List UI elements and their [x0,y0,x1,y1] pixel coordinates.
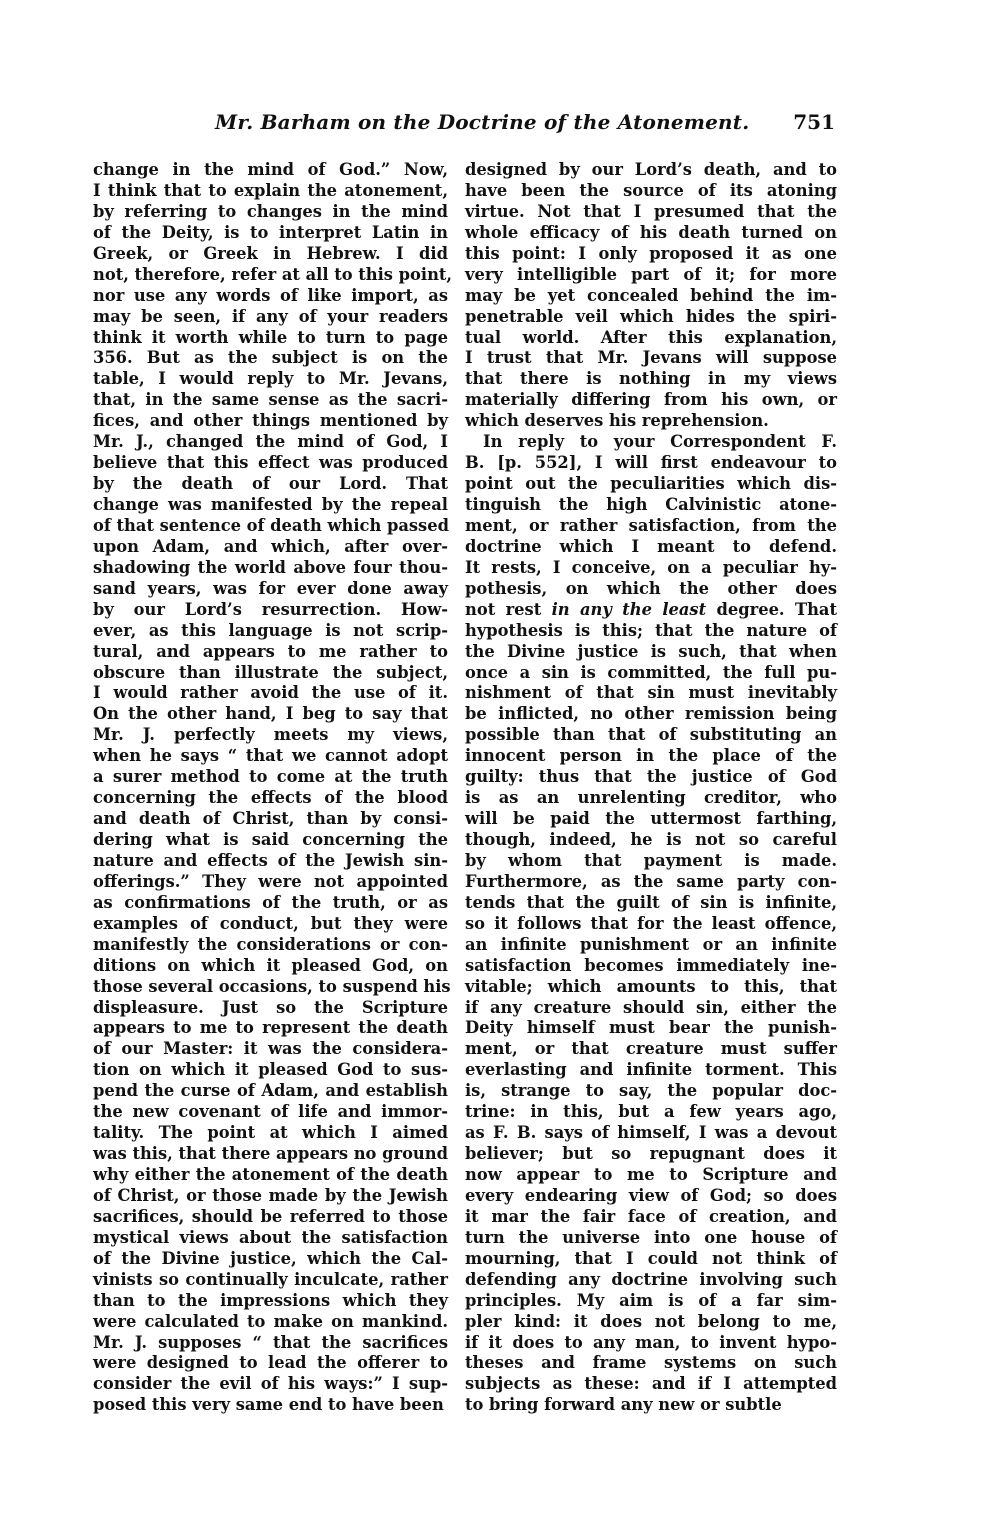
text-line: designed by our Lord’s death, and to [465,160,837,179]
text-line: nishment of that sin must inevitably [465,683,837,703]
text-line: whole efficacy of his death turned on [465,222,837,242]
text-line: were designed to lead the offerer to [93,1353,448,1373]
text-line: by whom that payment is made. [465,850,837,870]
text-line: defending any doctrine involving such [465,1269,837,1289]
text-line: tion on which it pleased God to sus- [93,1060,448,1080]
text-line: may be seen, if any of your readers [93,306,448,326]
text-line: trine: in this, but a few years ago, [465,1102,837,1122]
text-line: examples of conduct, but they were [93,913,448,933]
text-line: subjects as these: and if I attempted [465,1374,837,1394]
text-line: consider the evil of his ways:” I sup- [93,1374,448,1394]
text-line: an infinite punishment or an infinite [465,934,837,954]
text-line: principles. My aim is of a far sim- [465,1290,837,1310]
text-line: materially differing from his own, or [465,390,837,410]
text-line: by the death of our Lord. That [93,474,448,494]
text-line: It rests, I conceive, on a peculiar hy- [465,557,837,577]
text-line: mystical views about the satisfaction [93,1227,448,1247]
text-line: change in the mind of God.” Now, [93,160,448,179]
text-line: is, strange to say, the popular doc- [465,1081,837,1101]
text-line: as confirmations of the truth, or as [93,892,448,912]
text-line: change was manifested by the repeal [93,495,448,514]
text-line: I think that to explain the atonement, [93,180,448,200]
text-line: tends that the guilt of sin is infinite, [465,892,837,912]
text-line: pend the curse of Adam, and establish [93,1081,448,1101]
text-line: to bring forward any new or subtle [465,1395,782,1415]
text-line: vinists so continually inculcate, rather [93,1269,448,1289]
text-line: Furthermore, as the same party con- [465,871,837,891]
text-line: that there is nothing in my views [465,369,837,389]
text-line: ment, or that creature must suffer [465,1039,837,1059]
text-line: every endearing view of God; so does [465,1185,837,1205]
text-line: fices, and other things mentioned by [93,411,448,431]
text-line: innocent person in the place of the [465,746,837,766]
text-line: though, indeed, he is not so careful [465,830,837,849]
text-line: why either the atonement of the death [93,1165,448,1184]
text-line: once a sin is committed, the full pu- [465,662,837,682]
text-line: posed this very same end to have been [93,1395,444,1415]
text-line: pothesis, on which the other does [465,578,837,598]
text-line: think it worth while to turn to page [93,327,448,347]
text-line: nor use any words of like import, as [93,285,448,305]
text-line: vitable; which amounts to this, that [465,976,837,996]
text-line: sacrifices, should be referred to those [93,1206,448,1226]
text-line: tality. The point at which I aimed [93,1123,448,1143]
text-line: was this, that there appears no ground [93,1144,448,1164]
text-line: those several occasions, to suspend his [93,976,451,996]
text-line: table, I would reply to Mr. Jevans, [93,369,448,389]
text-line: ever, as this language is not scrip- [93,620,448,640]
text-line: if any creature should sin, either the [465,997,837,1017]
text-line: On the other hand, I beg to say that [93,704,448,724]
text-line: tinguish the high Calvinistic atone- [465,495,837,514]
text-line: virtue. Not that I presumed that the [465,201,837,221]
text-line: offerings.” They were not appointed [93,871,448,891]
text-line: of that sentence of death which passed [93,515,449,535]
text-line: be inflicted, no other remission being [465,704,837,724]
left-column [93,160,453,1416]
text-line: the new covenant of life and immor- [93,1102,448,1122]
text-line: possible than that of substituting an [465,725,837,745]
text-line: by referring to changes in the mind [93,201,448,221]
text-line: not rest in any the least degree. That [465,599,837,619]
text-line: if it does to any man, to invent hypo- [465,1332,837,1352]
text-line: so it follows that for the least offence, [465,913,837,933]
text-line: appears to me to represent the death [93,1018,448,1038]
text-line: concerning the effects of the blood [93,788,448,808]
text-line: upon Adam, and which, after over- [93,536,448,556]
text-line: nature and effects of the Jewish sin- [93,850,448,870]
right-column [465,160,837,1416]
text-line: pler kind: it does not belong to me, [465,1311,837,1331]
text-line: that, in the same sense as the sacri- [93,390,448,410]
text-line: Mr. J. perfectly meets my views, [93,725,448,745]
text-line: Greek, or Greek in Hebrew. I did [93,243,448,263]
text-line: of Christ, or those made by the Jewish [93,1185,448,1205]
text-line: of our Master: it was the considera- [93,1039,448,1059]
text-line: displeasure. Just so the Scripture [93,997,448,1017]
text-line: than to the impressions which they [93,1290,448,1310]
text-line: satisfaction becomes immediately ine- [465,955,837,975]
text-line: tual world. After this explanation, [465,327,837,347]
text-line: very intelligible part of it; for more [465,264,837,284]
text-line: ment, or rather satisfaction, from the [465,515,837,535]
text-line: penetrable veil which hides the spiri- [465,306,837,326]
text-line: In reply to your Correspondent F. [483,432,837,452]
text-line: guilty: thus that the justice of God [465,767,837,787]
text-line: Mr. J., changed the mind of God, I [93,432,448,452]
text-line: will be paid the uttermost farthing, [465,809,837,829]
text-line: which deserves his reprehension. [465,411,769,431]
text-line: by our Lord’s resurrection. How- [93,599,448,619]
text-line: everlasting and infinite torment. This [465,1060,837,1080]
text-line: ditions on which it pleased God, on [93,955,448,975]
page-number: 751 [793,110,835,134]
text-line: were calculated to make on mankind. [93,1311,448,1331]
text-line: point out the peculiarities which dis- [465,474,837,494]
text-line: a surer method to come at the truth [93,767,448,787]
text-line: B. [p. 552], I will first endeavour to [465,453,837,473]
text-line: as F. B. says of himself, I was a devout [465,1123,837,1143]
running-header [215,110,835,142]
text-line: not, therefore, refer at all to this point, [93,264,453,284]
text-line: when he says “ that we cannot adopt [93,746,448,766]
text-line: is as an unrelenting creditor, who [465,788,837,808]
text-line: turn the universe into one house of [465,1227,837,1247]
text-line: dering what is said concerning the [93,830,448,849]
text-line: it mar the fair face of creation, and [465,1206,837,1226]
text-line: of the Deity, is to interpret Latin in [93,222,448,242]
text-line: shadowing the world above four thou- [93,557,448,577]
text-line: this point: I only proposed it as one [465,243,837,263]
text-line: Mr. J. supposes “ that the sacrifices [93,1332,448,1352]
text-line: obscure than illustrate the subject, [93,662,448,682]
text-line: I trust that Mr. Jevans will suppose [465,348,837,368]
text-line: of the Divine justice, which the Cal- [93,1248,448,1268]
text-line: the Divine justice is such, that when [465,641,837,661]
text-line: mourning, that I could not think of [465,1248,837,1268]
text-line: I would rather avoid the use of it. [93,683,448,703]
text-line: manifestly the considerations or con- [93,934,448,954]
text-line: doctrine which I meant to defend. [465,536,837,556]
running-title: Mr. Barham on the Doctrine of the Atonement. [215,110,750,134]
text-line: tural, and appears to me rather to [93,641,448,661]
text-line: 356. But as the subject is on the [93,348,448,368]
text-line: Deity himself must bear the punish- [465,1018,837,1038]
text-line: sand years, was for ever done away [93,578,448,598]
text-line: believer; but so repugnant does it [465,1144,837,1164]
text-line: theses and frame systems on such [465,1353,837,1373]
text-line: and death of Christ, than by consi- [93,809,448,829]
text-line: may be yet concealed behind the im- [465,285,837,305]
text-line: hypothesis is this; that the nature of [465,620,837,640]
text-line: believe that this effect was produced [93,453,448,473]
text-line: now appear to me to Scripture and [465,1165,837,1184]
text-line: have been the source of its atoning [465,180,837,200]
